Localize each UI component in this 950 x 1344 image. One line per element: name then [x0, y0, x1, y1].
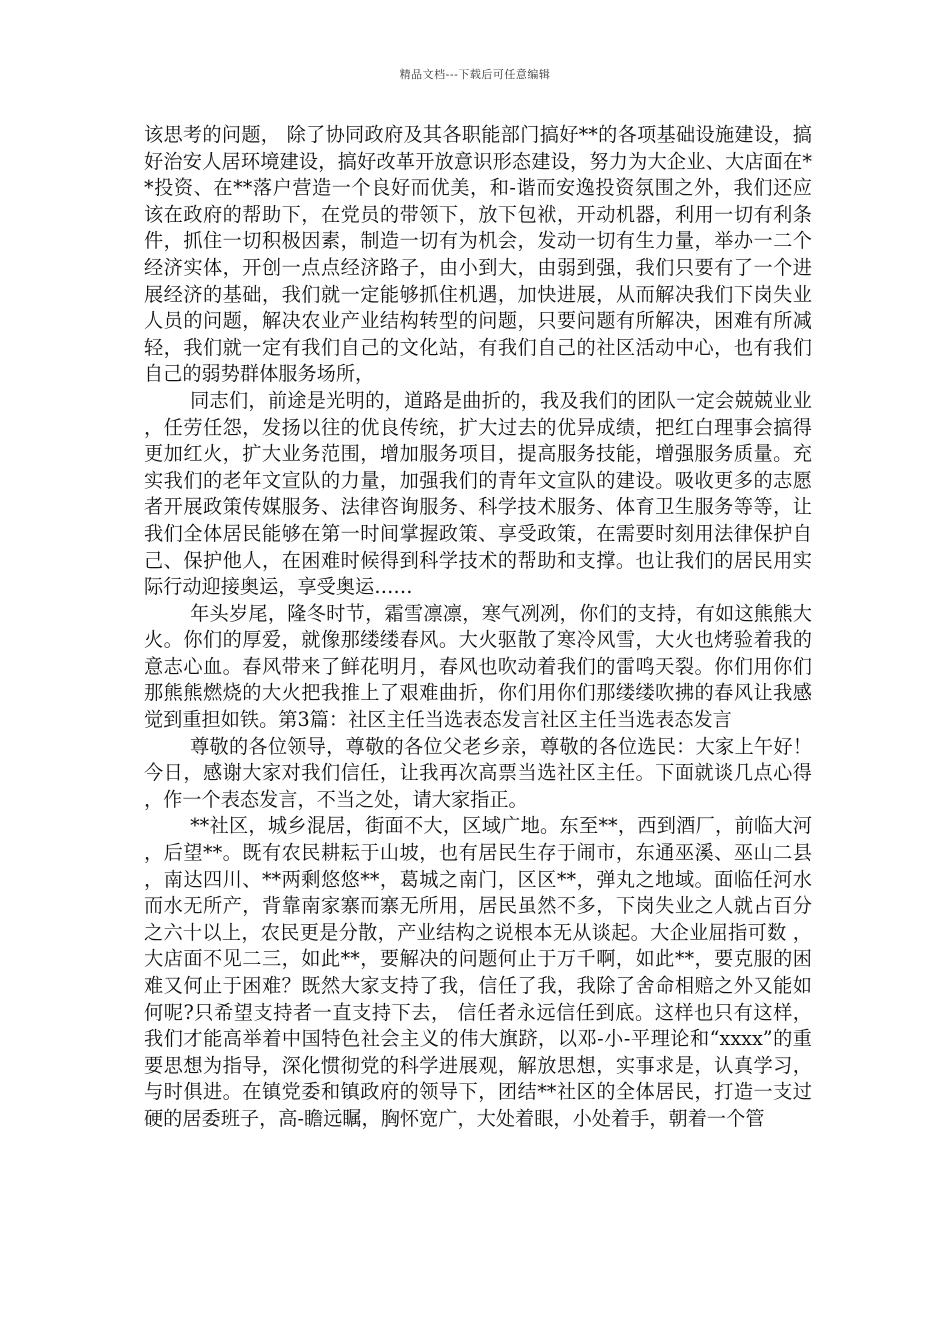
paragraph-1: 该思考的问题， 除了协同政府及其各职能部门搞好**的各项基础设施建设，搞好治安人居环境建设，搞好改革开放意识形态建设，努力为大企业、大店面在**投资、在**落户营造一个良好而优美，和-谐而安逸投资氛围之外，我们还应该在政府的帮助下，在党员的带领下，放下包袱，开动机器，利用一切有利条件，抓住一切积极因素，制造一切有为机会，发动一切有生力量，举办一二个经济实体，开创一点点经济路子，由小到大，由弱到强，我们只要有了一个进展经济的基础，我们就一定能够抓住机遇，加快进展，从而解决我们下岗失业人员的问题，解决农业产业结构转型的问题，只要问题有所解决，困难有所减轻，我们就一定有我们自己的文化站，有我们自己的社区活动中心，也有我们自己的弱势群体服务场所， [144, 123, 812, 386]
page-header: 精品文档---下载后可任意编辑 [399, 68, 551, 81]
paragraph-2: 同志们，前途是光明的，道路是曲折的，我及我们的团队一定会兢兢业业，任劳任怨，发扬以往的优良传统，扩大过去的优异成绩，把红白理事会搞得更加红火，扩大业务范围，增加服务项目，提高服务技能，增强服务质量。充实我们的老年文宣队的力量，加强我们的青年文宣队的建设。吸收更多的志愿者开展政策传媒服务、法律咨询服务、科学技术服务、体育卫生服务等等，让我们全体居民能够在第一时间掌握政策、享受政策，在需要时刻用法律保护自己、保护他人，在困难时候得到科学技术的帮助和支撑。也让我们的居民用实际行动迎接奥运，享受奥运…… [144, 388, 812, 599]
paragraph-4: 尊敬的各位领导，尊敬的各位父老乡亲，尊敬的各位选民：大家上午好！今日，感谢大家对我们信任，让我再次高票当选社区主任。下面就谈几点心得，作一个表态发言，不当之处，请大家指正。 [144, 734, 812, 811]
paragraph-5: **社区，城乡混居，街面不大，区域广地。东至**，西到酒厂，前临大河，后望**。既有农民耕耘于山坡，也有居民生存于闹市，东通巫溪、巫山二县，南达四川、**两剩悠悠**，葛城之南门，区区**，弹丸之地域。面临任河水而水无所产，背靠南家寨而寨无所用，居民虽然不多，下岗失业之人就占百分之六十以上，农民更是分散，产业结构之说根本无从谈起。大企业屈指可数 ，大店面不见二三，如此**，要解决的问题何止于万千啊，如此**，要克服的困难又何止于困难？既然大家支持了我，信任了我，我除了舍命相赔之外又能如何呢?只希望支持者一直支持下去， 信任者永远信任到底。这样也只有这样，我们才能高举着中国特色社会主义的伟大旗跻，以邓-小-平理论和“xxxx”的重要思想为指导，深化惯彻党的科学进展观，解放思想，实事求是，认真学习，与时俱进。在镇党委和镇政府的领导下，团结**社区的全体居民，打造一支过硬的居委班子，高-瞻远瞩，胸怀宽广，大处着眼，小处着手，朝着一个管 [144, 814, 812, 1130]
document-body [144, 122, 812, 1133]
paragraph-3: 年头岁尾，隆冬时节，霜雪凛凛，寒气冽冽，你们的支持，有如这熊熊大火。你们的厚爱，就像那缕缕春风。大火驱散了寒冷风雪，大火也烤验着我的意志心血。春风带来了鲜花明月，春风也吹动着我们的雷鸣天裂。你们用你们那熊熊燃烧的大火把我推上了艰难曲折，你们用你们那缕缕吹拂的春风让我感觉到重担如铁。第3篇：社区主任当选表态发言社区主任当选表态发言 [144, 601, 812, 732]
